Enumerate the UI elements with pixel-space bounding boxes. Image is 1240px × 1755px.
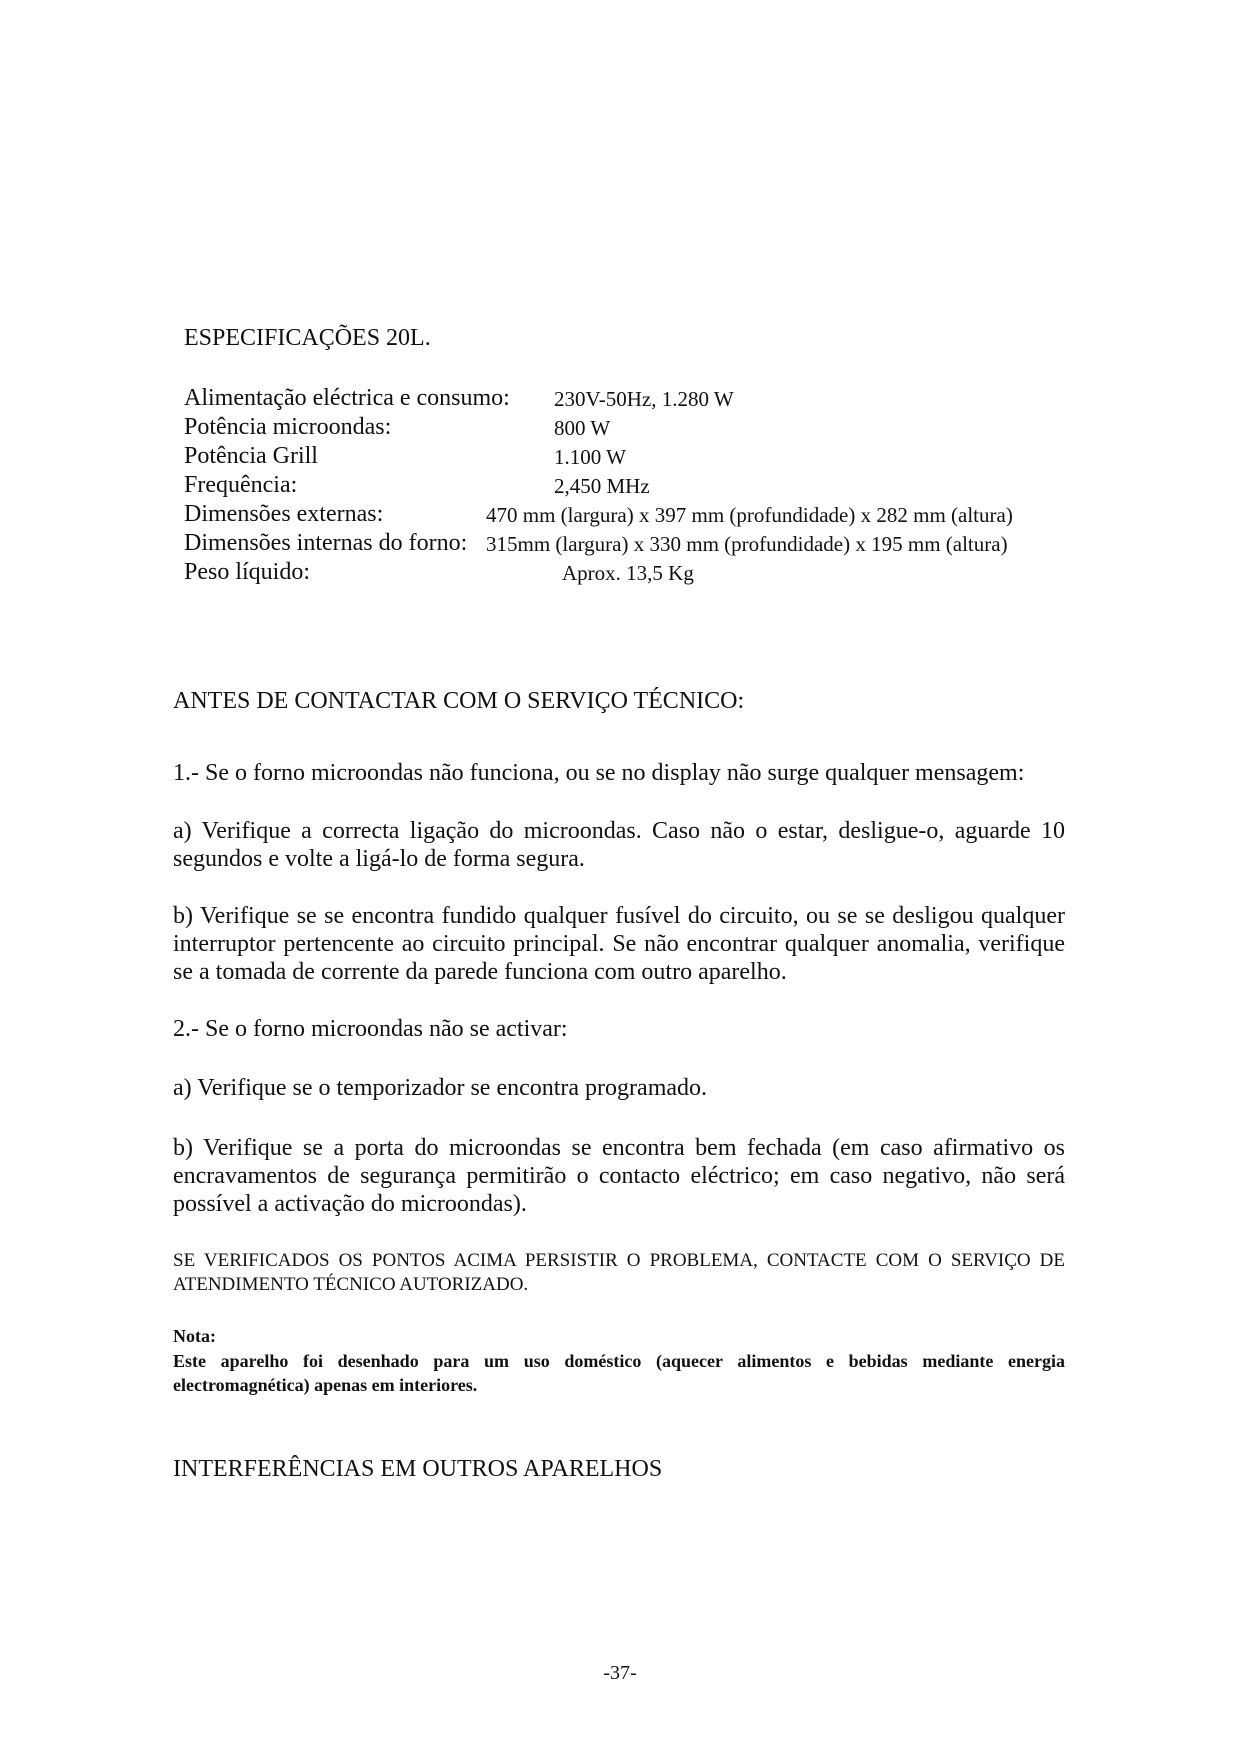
service-item-1: 1.- Se o forno microondas não funciona, ou se no display não surge qualquer mensagem: [173, 760, 1025, 786]
spec-label-power-supply: Alimentação eléctrica e consumo: [184, 385, 510, 411]
spec-label-grill-power: Potência Grill [184, 443, 318, 469]
spec-value-external-dimensions: 470 mm (largura) x 397 mm (profundidade) x 282 mm (altura) [486, 503, 1013, 527]
service-item-1b: b) Verifique se se encontra fundido qualquer fusível do circuito, ou se se desligou qualquer interruptor pertencente ao circuito principal. Se não encontrar qualquer anomalia, verifique se a tomada de corrente da parede funciona com outro aparelho. [173, 903, 1065, 985]
spec-value-net-weight: Aprox. 13,5 Kg [562, 561, 694, 585]
note-text: Este aparelho foi desenhado para um uso doméstico (aquecer alimentos e bebidas mediante energia electromagnética) apenas em interiores. [173, 1351, 1065, 1395]
specs-title: ESPECIFICAÇÕES 20L. [184, 325, 431, 351]
spec-label-frequency: Frequência: [184, 472, 298, 498]
spec-label-microwave-power: Potência microondas: [184, 414, 392, 440]
service-item-2: 2.- Se o forno microondas não se activar: [173, 1016, 568, 1042]
spec-value-power-supply: 230V-50Hz, 1.280 W [554, 387, 734, 411]
note-title: Nota: [173, 1326, 216, 1346]
spec-value-frequency: 2,450 MHz [554, 474, 650, 498]
service-item-1a: a) Verifique a correcta ligação do microondas. Caso não o estar, desligue-o, aguarde 10 segundos e volte a ligá-lo de forma segura. [173, 818, 1065, 872]
spec-value-grill-power: 1.100 W [554, 445, 626, 469]
service-item-2a: a) Verifique se o temporizador se encontra programado. [173, 1075, 708, 1101]
spec-label-net-weight: Peso líquido: [184, 559, 311, 585]
service-item-2b: b) Verifique se a porta do microondas se encontra bem fechada (em caso afirmativo os encravamentos de segurança permitirão o contacto eléctrico; em caso negativo, não será possível a activação do microondas). [173, 1135, 1065, 1217]
spec-value-internal-dimensions: 315mm (largura) x 330 mm (profundidade) x 195 mm (altura) [486, 532, 1008, 556]
page-number: -37- [603, 1662, 637, 1684]
spec-value-microwave-power: 800 W [554, 416, 611, 440]
spec-label-external-dimensions: Dimensões externas: [184, 501, 384, 527]
spec-label-internal-dimensions: Dimensões internas do forno: [184, 530, 468, 556]
interference-heading: INTERFERÊNCIAS EM OUTROS APARELHOS [173, 1456, 663, 1482]
service-warning: SE VERIFICADOS OS PONTOS ACIMA PERSISTIR O PROBLEMA, CONTACTE COM O SERVIÇO DE ATENDIMENTO TÉCNICO AUTORIZADO. [173, 1250, 1065, 1295]
service-heading: ANTES DE CONTACTAR COM O SERVIÇO TÉCNICO: [173, 688, 745, 714]
